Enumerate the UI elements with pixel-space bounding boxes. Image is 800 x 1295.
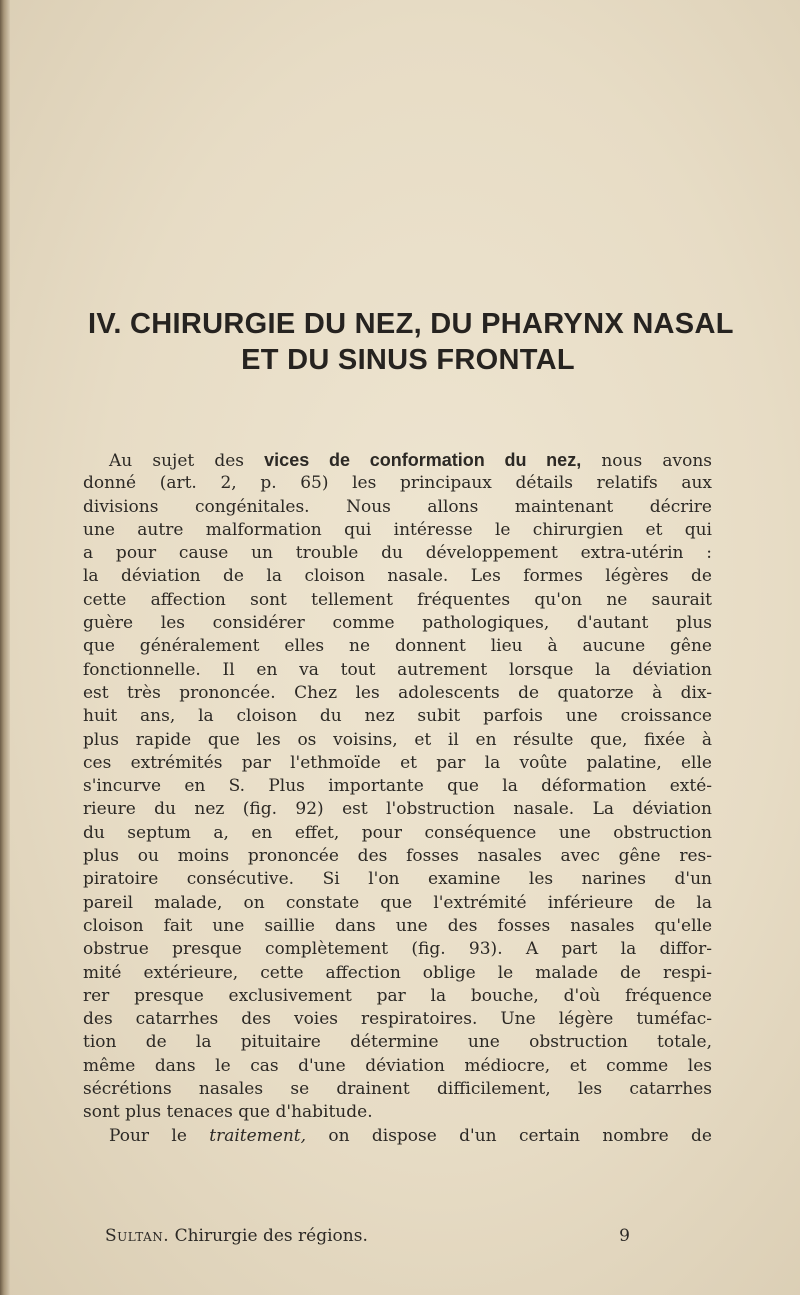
- footer-book-title: Chirurgie des régions.: [174, 1226, 368, 1246]
- footer-citation: [105, 1226, 368, 1246]
- body-paragraph: [83, 449, 712, 1148]
- text-line-last: sont plus tenaces que d'habitude.: [83, 1102, 373, 1123]
- text-line: du septum a, en effet, pour conséquence une obstruction: [83, 822, 712, 843]
- footer-author: Sultan.: [105, 1226, 170, 1246]
- text-line: plus ou moins prononcée des fosses nasales avec gêne res-: [83, 846, 712, 867]
- text-line: a pour cause un trouble du développement extra-utérin :: [83, 543, 712, 564]
- text-line: [83, 449, 712, 472]
- chapter-heading: [88, 306, 734, 378]
- text-line: ces extrémités par l'ethmoïde et par la voûte palatine, elle: [83, 752, 712, 773]
- text-line: pareil malade, on constate que l'extrémité inférieure de la: [83, 892, 712, 913]
- text-line: la déviation de la cloison nasale. Les formes légères de: [83, 566, 712, 587]
- text-run: Au sujet des: [109, 451, 265, 471]
- text-line: guère les considérer comme pathologiques, d'autant plus: [83, 613, 712, 634]
- text-line: fonctionnelle. Il en va tout autrement lorsque la déviation: [83, 659, 712, 680]
- signature-mark: 9: [619, 1226, 630, 1246]
- text-line: plus rapide que les os voisins, et il en résulte que, fixée à: [83, 729, 712, 750]
- page-binding-shadow: [0, 0, 10, 1295]
- bold-term: vices de conformation du nez,: [264, 450, 582, 470]
- text-line: tion de la pituitaire détermine une obstruction totale,: [83, 1032, 712, 1053]
- text-line: sécrétions nasales se drainent difficilement, les catarrhes: [83, 1079, 712, 1100]
- chapter-heading-line-2: ET DU SINUS FRONTAL: [241, 344, 575, 376]
- text-line: divisions congénitales. Nous allons maintenant décrire: [83, 496, 712, 517]
- text-line: piratoire consécutive. Si l'on examine les narines d'un: [83, 869, 712, 890]
- text-line: cette affection sont tellement fréquentes qu'on ne saurait: [83, 589, 712, 610]
- text-run: on dispose d'un certain nombre de: [306, 1125, 712, 1146]
- chapter-heading-line-1: IV. CHIRURGIE DU NEZ, DU PHARYNX NASAL: [88, 308, 734, 340]
- text-line: rieure du nez (fig. 92) est l'obstruction nasale. La déviation: [83, 799, 712, 820]
- page-footer: [105, 1226, 630, 1246]
- text-line: une autre malformation qui intéresse le chirurgien et qui: [83, 519, 712, 540]
- text-line: est très prononcée. Chez les adolescents de quatorze à dix-: [83, 682, 712, 703]
- text-line: que généralement elles ne donnent lieu à aucune gêne: [83, 636, 712, 657]
- text-run: nous avons: [581, 451, 713, 471]
- text-run: Pour le: [109, 1125, 210, 1146]
- text-line: des catarrhes des voies respiratoires. Une légère tuméfac-: [83, 1009, 712, 1030]
- text-line: obstrue presque complètement (fig. 93). A part la diffor-: [83, 939, 712, 960]
- text-line: rer presque exclusivement par la bouche, d'où fréquence: [83, 985, 712, 1006]
- italic-term: traitement,: [209, 1125, 307, 1146]
- text-line: mité extérieure, cette affection oblige le malade de respi-: [83, 962, 712, 983]
- text-line: donné (art. 2, p. 65) les principaux détails relatifs aux: [83, 473, 712, 494]
- text-line: [83, 1125, 712, 1148]
- text-line: s'incurve en S. Plus importante que la déformation exté-: [83, 776, 712, 797]
- text-line: cloison fait une saillie dans une des fosses nasales qu'elle: [83, 915, 712, 936]
- text-line: même dans le cas d'une déviation médiocre, et comme les: [83, 1055, 712, 1076]
- text-line: huit ans, la cloison du nez subit parfois une croissance: [83, 706, 712, 727]
